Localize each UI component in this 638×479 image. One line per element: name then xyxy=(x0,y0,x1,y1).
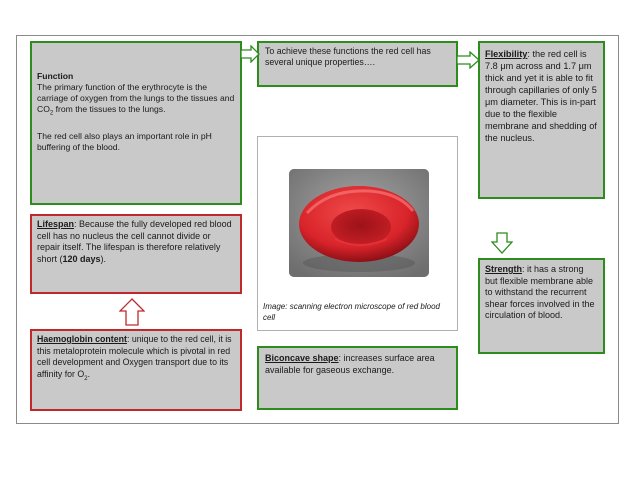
properties-text: To achieve these functions the red cell has several unique properties…. xyxy=(265,46,431,67)
strength-text: : it has a strong but flexible membrane able to withstand the recurrent shear forces involved in the circulation of blood. xyxy=(485,264,595,320)
function-text-2: The red cell also plays an important role in pH buffering of the blood. xyxy=(37,130,212,152)
lifespan-text-end: ). xyxy=(100,253,107,264)
flexibility-text: : the red cell is 7.8 μm across and 1.7 μm thick and yet it is able to fit through capillaries of only 5 μm diameter. This is in-part due to the flexible membrane and shedding of the nucleus. xyxy=(485,49,597,143)
flexibility-heading: Flexibility xyxy=(485,49,528,59)
haemoglobin-sub: 2 xyxy=(84,375,88,382)
arrow-up-icon xyxy=(119,298,145,326)
lifespan-days: 120 days xyxy=(62,253,101,264)
arrow-right-icon xyxy=(240,45,260,63)
haemoglobin-text-end: . xyxy=(87,368,91,379)
function-text-1-main: The primary function of the erythrocyte is the carriage of oxygen from the lungs to the tissues and CO xyxy=(37,82,235,114)
lifespan-heading: Lifespan xyxy=(37,219,75,229)
haemoglobin-heading: Haemoglobin content xyxy=(37,334,127,344)
function-box xyxy=(30,41,242,205)
strength-heading: Strength xyxy=(485,264,522,274)
function-text-1 xyxy=(37,82,235,120)
haemoglobin-text: : unique to the red cell, it is this metaloprotein molecule which is pivotal in red cell development and Oxygen transport due to its affinity for O xyxy=(37,334,232,379)
lifespan-box xyxy=(30,214,242,294)
properties-box xyxy=(257,41,458,87)
strength-box xyxy=(478,258,605,354)
biconcave-text: : increases surface area available for gaseous exchange. xyxy=(265,353,435,375)
caption-label: Image: xyxy=(263,302,288,311)
flexibility-box xyxy=(478,41,605,199)
biconcave-box xyxy=(257,346,458,410)
lifespan-text: : Because the fully developed red blood cell has no nucleus the cell cannot divide or repair itself. The lifespan is therefore relatively short ( xyxy=(37,219,232,264)
arrow-right-icon xyxy=(456,51,480,69)
image-caption xyxy=(263,302,453,323)
caption-text: scanning electron microscope of red blood cell xyxy=(263,302,440,322)
red-blood-cell-image xyxy=(289,169,429,277)
function-text-1-end: from the tissues to the lungs. xyxy=(53,104,166,114)
function-heading: Function xyxy=(37,71,74,81)
function-text-1-sub: 2 xyxy=(49,110,54,117)
red-blood-cell-illustration xyxy=(289,169,429,277)
image-panel xyxy=(257,136,458,331)
arrow-down-icon xyxy=(491,232,513,254)
biconcave-heading: Biconcave shape xyxy=(265,353,339,363)
haemoglobin-box xyxy=(30,329,242,411)
